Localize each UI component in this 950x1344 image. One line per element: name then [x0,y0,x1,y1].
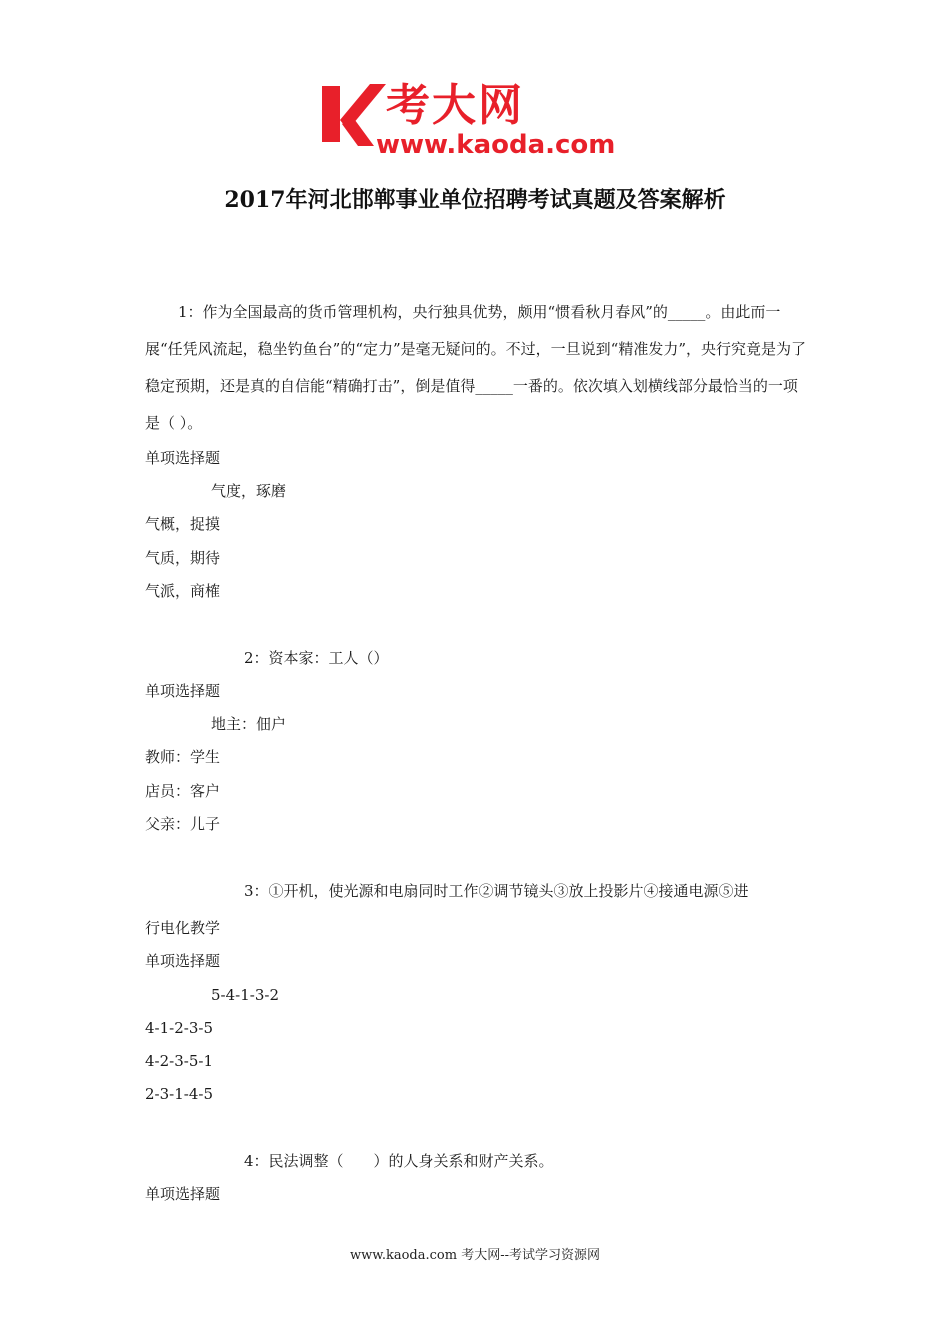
question-3-text-line2: 行电化教学 [145,919,221,937]
question-2-option-b: 教师：学生 [145,748,221,766]
question-4-type: 单项选择题 [145,1185,221,1203]
question-1-option-b: 气概，捉摸 [145,515,221,533]
question-3-option-a: 5-4-1-3-2 [211,986,279,1004]
question-2-option-d: 父亲：儿子 [145,815,221,833]
question-2-type: 单项选择题 [145,682,221,700]
question-3-option-c: 4-2-3-5-1 [145,1052,213,1070]
question-1-option-d: 气派，商榷 [145,582,221,600]
page-title: 2017年河北邯郸事业单位招聘考试真题及答案解析 [224,187,726,213]
question-1-type: 单项选择题 [145,449,221,467]
question-3-option-b: 4-1-2-3-5 [145,1019,213,1037]
question-4-text: 4：民法调整（ ）的人身关系和财产关系。 [244,1152,554,1170]
question-1-text: 1：作为全国最高的货币管理机构，央行独具优势，颇用“惯看秋月春风”的_____。由此而一展“任凭风流起，稳坐钓鱼台”的“定力”是毫无疑问的。不过，一旦说到“精准发力”，央行究竟是为了稳定预期，还是真的自信能“精确打击”，倒是值得_____一番的。依次填入划横线部分最恰当的一项是（ ）。 [145,303,807,432]
page-footer: www.kaoda.com 考大网--考试学习资源网 [350,1248,600,1263]
kaoda-logo [318,80,638,162]
question-1-option-c: 气质，期待 [145,549,221,567]
question-3-text-line1: 3：①开机，使光源和电扇同时工作②调节镜头③放上投影片④接通电源⑤进 [244,882,749,900]
question-3-option-d: 2-3-1-4-5 [145,1085,213,1103]
question-2-option-a: 地主：佃户 [211,715,287,733]
question-3-type: 单项选择题 [145,952,221,970]
question-2-text: 2：资本家：工人（） [244,649,389,667]
logo-url-text: www.kaoda.com [376,130,616,160]
question-2-option-c: 店员：客户 [145,782,221,800]
logo-brand-text: 考大网 [386,80,524,131]
question-1-option-a: 气度，琢磨 [211,482,287,500]
